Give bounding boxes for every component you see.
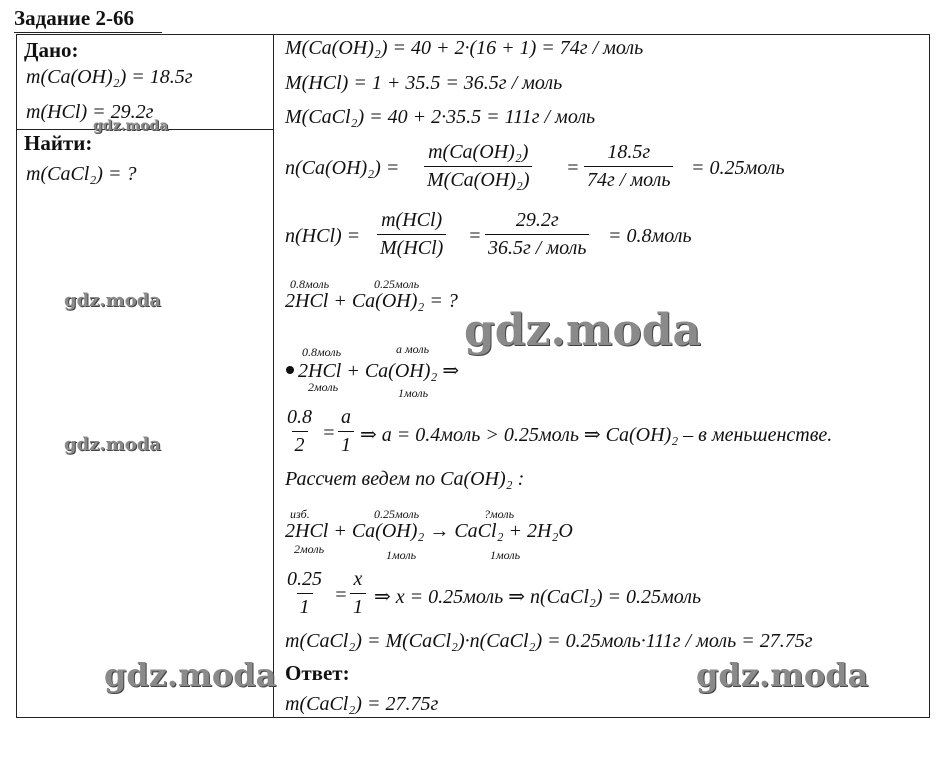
given-mass-caoh2: m(Ca(OH)₂) = 18.5г — [26, 66, 193, 88]
fraction-denominator: 36.5г / моль — [485, 234, 589, 260]
fraction-numerator: 18.5г — [607, 141, 651, 163]
column-divider — [273, 34, 274, 718]
proportion1-conclusion: ⇒ a = 0.4моль > 0.25моль ⇒ Ca(OH)₂ – в меньшенстве. — [360, 424, 833, 446]
fraction-numerator: 0.25 — [287, 568, 322, 590]
moles-caoh2-fraction-values — [584, 141, 673, 192]
mass-calculation: m(CaCl₂) = M(CaCl₂)·n(CaCl₂) = 0.25моль·111г / моль = 27.75г — [285, 630, 813, 652]
reaction2-amount-caoh2: a моль — [396, 342, 430, 356]
reaction2-coef-hcl: 2моль — [308, 380, 339, 394]
moles-caoh2-lhs: n(Ca(OH)₂) = — [285, 157, 400, 179]
watermark-logo: gdz.moda — [64, 434, 161, 455]
moles-hcl-result: = 0.8моль — [608, 225, 692, 247]
molar-mass-hcl: M(HCl) = 1 + 35.5 = 36.5г / моль — [285, 72, 563, 94]
given-mass-hcl: m(HCl) = 29.2г — [26, 101, 154, 123]
equals-sign: = — [322, 422, 336, 444]
fraction-numerator: 0.8 — [287, 406, 312, 428]
molar-mass-caoh2: M(Ca(OH)₂) = 40 + 2·(16 + 1) = 74г / моль — [285, 37, 644, 59]
reaction3-coef-hcl: 2моль — [294, 542, 325, 556]
reaction3-equation: 2HCl + Ca(OH)₂ → CaCl₂ + 2H₂O — [285, 520, 573, 542]
fraction-denominator: 1 — [350, 593, 366, 619]
reaction2-equation: 2HCl + Ca(OH)₂ ⇒ — [298, 360, 460, 382]
reaction3-coef-cacl2: 1моль — [490, 548, 521, 562]
fraction-numerator: x — [353, 568, 363, 590]
reaction2-coef-caoh2: 1моль — [398, 386, 429, 400]
solution-table — [16, 34, 930, 718]
watermark-logo: gdz.moda — [104, 656, 277, 694]
reaction1-amount-caoh2: 0.25моль — [374, 277, 420, 291]
proportion1-left — [284, 406, 315, 457]
reaction3-amount-cacl2: ?моль — [484, 507, 515, 521]
title-underline — [14, 32, 162, 33]
reaction3-amount-caoh2: 0.25моль — [374, 507, 420, 521]
task-title: Задание 2-66 — [14, 6, 134, 30]
reaction1-amount-hcl: 0.8моль — [290, 277, 330, 291]
fraction-denominator: M(Ca(OH)₂) — [424, 166, 532, 192]
answer-label: Ответ: — [285, 661, 350, 685]
find-mass-cacl2: m(CaCl₂) = ? — [26, 163, 137, 185]
given-label: Дано: — [24, 38, 79, 62]
moles-caoh2-result: = 0.25моль — [691, 157, 785, 179]
fraction-numerator: m(Ca(OH)₂) — [428, 141, 529, 163]
moles-hcl-lhs: n(HCl) = — [285, 225, 361, 247]
equals-sign: = — [334, 584, 348, 606]
reaction3-excess: изб. — [290, 507, 310, 521]
watermark-logo: gdz.moda — [464, 305, 702, 356]
reaction2-amount-hcl: 0.8моль — [302, 345, 342, 359]
reaction1-equation: 2HCl + Ca(OH)₂ = ? — [285, 290, 458, 312]
moles-hcl-fraction-formula — [377, 209, 446, 260]
fraction-numerator: m(HCl) — [381, 209, 443, 231]
fraction-denominator: 1 — [297, 593, 313, 619]
reaction3-coef-caoh2: 1моль — [386, 548, 417, 562]
watermark-logo: gdz.moda — [64, 290, 161, 311]
watermark-logo: gdz.moda — [93, 118, 169, 134]
calculation-note: Рассчет ведем по Ca(OH)₂ : — [285, 468, 525, 490]
molar-mass-cacl2: M(CaCl₂) = 40 + 2·35.5 = 111г / моль — [285, 106, 596, 128]
fraction-numerator: 29.2г — [515, 209, 559, 231]
fraction-denominator: 74г / моль — [584, 166, 673, 192]
equals-sign: = — [468, 225, 482, 247]
moles-hcl-fraction-values — [485, 209, 589, 260]
equals-sign: = — [566, 157, 580, 179]
fraction-denominator: 1 — [338, 431, 354, 457]
proportion2-conclusion: ⇒ x = 0.25моль ⇒ n(CaCl₂) = 0.25моль — [374, 586, 702, 608]
bullet-icon — [286, 366, 294, 374]
proportion2-left — [284, 568, 325, 619]
answer-value: m(CaCl₂) = 27.75г — [285, 693, 439, 715]
watermark-logo: gdz.moda — [696, 656, 869, 694]
fraction-denominator: 2 — [292, 431, 308, 457]
fraction-denominator: M(HCl) — [377, 234, 446, 260]
fraction-numerator: a — [341, 406, 351, 428]
find-label: Найти: — [24, 131, 93, 155]
proportion2-right — [350, 568, 366, 619]
proportion1-right — [338, 406, 354, 457]
moles-caoh2-fraction-formula — [424, 141, 532, 192]
